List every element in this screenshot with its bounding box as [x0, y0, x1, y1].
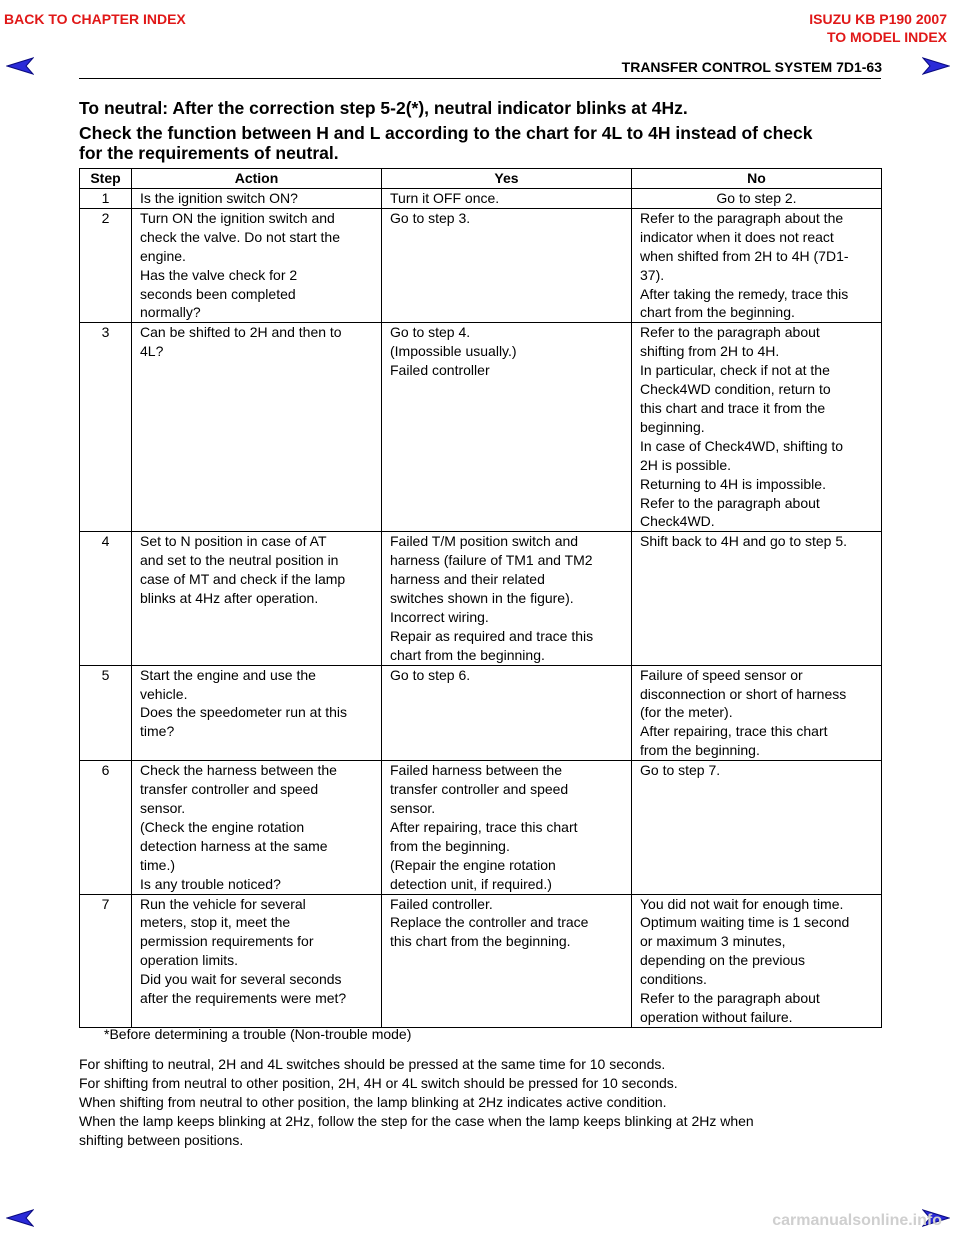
yes-cell [382, 665, 632, 761]
step-number: 3 [80, 323, 132, 532]
no-cell [632, 189, 882, 209]
action-cell-line: Check the harness between the [140, 762, 337, 779]
action-cell-line: permission requirements for [140, 933, 314, 950]
no-cell-line: Go to step 7. [640, 762, 721, 779]
yes-cell-line: harness (failure of TM1 and TM2 [390, 552, 593, 569]
yes-cell [382, 532, 632, 665]
action-cell-line: Set to N position in case of AT [140, 533, 327, 550]
yes-cell-line: this chart from the beginning. [390, 933, 571, 950]
yes-cell [382, 208, 632, 322]
no-cell-line: Refer to the paragraph about [640, 324, 820, 341]
no-cell-line: Returning to 4H is impossible. [640, 475, 826, 492]
col-header-yes: Yes [382, 169, 632, 189]
no-cell-line: Optimum waiting time is 1 second [640, 914, 850, 931]
heading-line-3: for the requirements of neutral. [79, 143, 339, 163]
table-row [80, 323, 882, 532]
no-cell-line: when shifted from 2H to 4H (7D1- [640, 247, 849, 264]
action-cell-line: after the requirements were met? [140, 990, 347, 1007]
action-cell-line: transfer controller and speed [140, 781, 319, 798]
yes-cell [382, 761, 632, 894]
heading-line-2: Check the function between H and L according to the chart for 4L to 4H instead of check [79, 123, 813, 143]
to-model-index-link[interactable]: TO MODEL INDEX [826, 29, 947, 45]
yes-cell-line: Go to step 4. [390, 324, 471, 341]
yes-cell [382, 894, 632, 1027]
table-row [80, 208, 882, 322]
no-cell-line: Check4WD. [640, 513, 715, 530]
yes-cell-line: chart from the beginning. [390, 646, 545, 663]
no-cell-line: 2H is possible. [640, 456, 732, 473]
action-cell [132, 761, 382, 894]
yes-cell-line: Failed controller. [390, 895, 493, 912]
yes-cell-line: Go to step 6. [390, 666, 471, 683]
action-cell-line: and set to the neutral position in [140, 552, 339, 569]
no-cell-line: Check4WD condition, return to [640, 381, 831, 398]
action-cell-line: Start the engine and use the [140, 666, 316, 683]
no-cell-line: disconnection or short of harness [640, 685, 847, 702]
action-cell-line: detection harness at the same [140, 837, 328, 854]
yes-cell [382, 189, 632, 209]
action-cell-line: meters, stop it, meet the [140, 914, 291, 931]
action-cell-line: Is the ignition switch ON? [140, 190, 298, 206]
no-cell-line: You did not wait for enough time. [640, 895, 844, 912]
no-cell-line: depending on the previous [640, 952, 806, 969]
yes-cell-line: (Repair the engine rotation [390, 856, 556, 873]
table-row [80, 665, 882, 761]
action-cell-line: case of MT and check if the lamp [140, 571, 346, 588]
table-row [80, 532, 882, 665]
action-cell [132, 208, 382, 322]
action-cell-line: seconds been completed [140, 285, 296, 302]
step-number: 5 [80, 665, 132, 761]
yes-cell-line: Incorrect wiring. [390, 608, 489, 625]
no-cell-line: In particular, check if not at the [640, 362, 830, 379]
no-cell-line: beginning. [640, 418, 705, 435]
no-cell-line: this chart and trace it from the [640, 399, 826, 416]
action-cell-line: Is any trouble noticed? [140, 875, 281, 892]
no-cell-line: Go to step 2. [716, 190, 797, 206]
no-cell [632, 532, 882, 665]
no-cell [632, 761, 882, 894]
yes-cell [382, 323, 632, 532]
action-cell-line: Can be shifted to 2H and then to [140, 324, 342, 341]
step-number: 7 [80, 894, 132, 1027]
action-cell [132, 189, 382, 209]
no-cell-line: After repairing, trace this chart [640, 723, 828, 740]
action-cell-line: operation limits. [140, 952, 239, 969]
yes-cell-line: switches shown in the figure). [390, 590, 574, 607]
yes-cell-line: After repairing, trace this chart [390, 818, 578, 835]
action-cell-line: normally? [140, 304, 201, 321]
action-cell-line: Turn ON the ignition switch and [140, 209, 335, 226]
action-cell-line: Has the valve check for 2 [140, 266, 298, 283]
heading-line-1: To neutral: After the correction step 5-2(*), neutral indicator blinks at 4Hz. [79, 98, 688, 118]
action-cell-line: vehicle. [140, 685, 188, 702]
table-header-row [80, 169, 882, 189]
no-cell-line: conditions. [640, 971, 707, 988]
yes-cell-line: (Impossible usually.) [390, 343, 517, 360]
yes-cell-line: harness and their related [390, 571, 545, 588]
action-cell [132, 323, 382, 532]
yes-cell-line: transfer controller and speed [390, 781, 569, 798]
col-header-action: Action [132, 169, 382, 189]
no-cell-line: from the beginning. [640, 742, 760, 759]
no-cell-line: Shift back to 4H and go to step 5. [640, 533, 848, 550]
table-row [80, 189, 882, 209]
action-cell [132, 532, 382, 665]
yes-cell-line: Failed controller [390, 362, 490, 379]
table-row [80, 894, 882, 1027]
step-number: 2 [80, 208, 132, 322]
table-row [80, 761, 882, 894]
no-cell [632, 665, 882, 761]
no-cell-line: indicator when it does not react [640, 228, 834, 245]
no-cell-line: (for the meter). [640, 704, 733, 721]
next-page-arrow-icon[interactable] [922, 56, 950, 76]
action-cell-line: Does the speedometer run at this [140, 704, 348, 721]
action-cell-line: time.) [140, 856, 175, 873]
header-rule [79, 78, 881, 79]
no-cell [632, 208, 882, 322]
yes-cell-line: Failed T/M position switch and [390, 533, 579, 550]
no-cell-line: Refer to the paragraph about [640, 494, 820, 511]
action-cell-line: (Check the engine rotation [140, 818, 305, 835]
yes-cell-line: Repair as required and trace this [390, 627, 594, 644]
action-cell [132, 894, 382, 1027]
no-cell-line: operation without failure. [640, 1008, 793, 1025]
yes-cell-line: Turn it OFF once. [390, 190, 500, 206]
no-cell-line: Refer to the paragraph about [640, 990, 820, 1007]
no-cell [632, 323, 882, 532]
action-cell-line: 4L? [140, 343, 164, 360]
running-head: TRANSFER CONTROL SYSTEM 7D1-63 [621, 59, 882, 75]
paragraph: For shifting to neutral, 2H and 4L switches should be pressed at the same time for 10 seconds. [79, 1056, 666, 1072]
no-cell-line: In case of Check4WD, shifting to [640, 437, 844, 454]
previous-page-arrow-icon[interactable] [6, 56, 34, 76]
col-header-step: Step [80, 169, 132, 189]
action-cell [132, 665, 382, 761]
no-cell-line: 37). [640, 266, 665, 283]
footnote: *Before determining a trouble (Non-trouble mode) [104, 1026, 412, 1042]
yes-cell-line: Go to step 3. [390, 209, 471, 226]
paragraph: When the lamp keeps blinking at 2Hz, follow the step for the case when the lamp keeps blinking at 2Hz when [79, 1113, 754, 1129]
yes-cell-line: detection unit, if required.) [390, 875, 552, 892]
previous-page-arrow-icon[interactable] [6, 1208, 34, 1228]
action-cell-line: Did you wait for several seconds [140, 971, 342, 988]
action-cell-line: time? [140, 723, 175, 740]
action-cell-line: blinks at 4Hz after operation. [140, 590, 319, 607]
no-cell-line: After taking the remedy, trace this [640, 285, 849, 302]
watermark: carmanualsonline.info [772, 1212, 942, 1229]
yes-cell-line: sensor. [390, 800, 436, 816]
diagnosis-table [79, 168, 882, 1028]
step-number: 1 [80, 189, 132, 209]
no-cell-line: or maximum 3 minutes, [640, 933, 786, 950]
yes-cell-line: Replace the controller and trace [390, 914, 589, 931]
paragraph: When shifting from neutral to other position, the lamp blinking at 2Hz indicates active condition. [79, 1094, 667, 1110]
action-cell-line: Run the vehicle for several [140, 895, 306, 912]
no-cell-line: Refer to the paragraph about the [640, 209, 844, 226]
model-title-link[interactable]: ISUZU KB P190 2007 [809, 11, 947, 27]
action-cell-line: sensor. [140, 800, 186, 816]
step-number: 6 [80, 761, 132, 894]
no-cell-line: chart from the beginning. [640, 304, 795, 321]
action-cell-line: check the valve. Do not start the [140, 228, 340, 245]
back-to-chapter-index-link[interactable]: BACK TO CHAPTER INDEX [4, 11, 186, 27]
no-cell [632, 894, 882, 1027]
yes-cell-line: Failed harness between the [390, 762, 562, 779]
no-cell-line: Failure of speed sensor or [640, 666, 803, 683]
paragraph: For shifting from neutral to other position, 2H, 4H or 4L switch should be pressed for 10 seconds. [79, 1075, 678, 1091]
paragraph: shifting between positions. [79, 1132, 244, 1148]
step-number: 4 [80, 532, 132, 665]
no-cell-line: shifting from 2H to 4H. [640, 343, 780, 360]
action-cell-line: engine. [140, 247, 186, 264]
col-header-no: No [632, 169, 882, 189]
yes-cell-line: from the beginning. [390, 837, 510, 854]
